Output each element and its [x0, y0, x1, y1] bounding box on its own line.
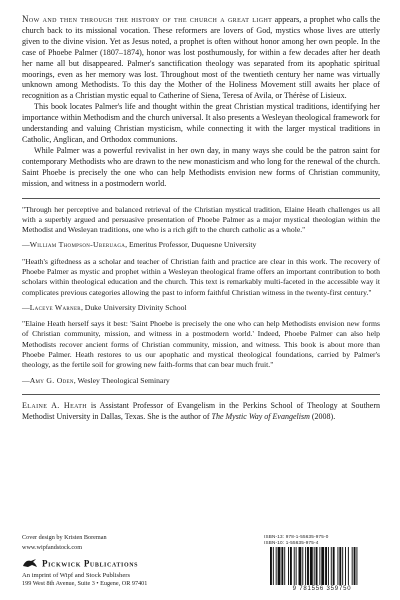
author-bio-text: is Assistant Professor of Evangelism in the Perkins School of Theology at Southern Methodist University in Dallas, Texas. She is the author of	[22, 400, 380, 421]
barcode-icon	[264, 547, 380, 587]
publisher-imprint: An imprint of Wipf and Stock Publishers	[22, 572, 131, 579]
isbn-10: ISBN-10: 1-55635-975-4	[264, 540, 319, 545]
isbn-13: ISBN-13: 978-1-55635-975-0	[264, 534, 329, 539]
author-bio	[22, 401, 380, 423]
intro-section	[22, 14, 380, 190]
endorsement-attribution-3: —Amy G. Oden, Wesley Theological Seminary	[22, 375, 170, 385]
endorsement-quote-1: "Through her perceptive and balanced retrieval of the Christian mystical tradition, Elaine Heath challenges us all with a superbly argued and persuasive presentation of Phoebe Palmer as a major mystical theologian within the Methodist and Wesleyan traditions, one who is a rich gift to the church catholic as a whole."	[22, 204, 380, 235]
endorsement-quote-3: "Elaine Heath herself says it best: 'Saint Phoebe is precisely the one who can help Methodists envision new forms of Christian community, mission, and witness in a postmodern world.' Indeed, Phoebe Palmer can also help Methodists recover ancient forms of Christian community, mission, and witness. This book is about more than Phoebe Palmer. Heath restores to us our apophatic and mystical theological foundations, carried by Palmer's theology, as the fertile soil for growing new faith-forms that can bear much fruit."	[22, 319, 380, 370]
author-name: Elaine A. Heath	[22, 400, 88, 410]
intro-paragraph-2: This book locates Palmer's life and thought within the great Christian mystical traditions, identifying her importance within Methodism and the church universal. It also presents a Wesleyan theological framework for understanding and valuing Christian mysticism, while connecting it with the larger mystical traditions in Catholic, Anglican, and Orthodox communions.	[22, 102, 380, 144]
endorsement-attribution-1: —William Thompson-Uberuaga, Emeritus Professor, Duquesne University	[22, 240, 257, 250]
endorsement-quote-2: "Heath's giftedness as a scholar and teacher of Christian faith and practice are clear in this work. The recovery of Phoebe Palmer as mystic and prophet within a Wesleyan theological frame offers an important contribution to both scholars within theological education and the church. This text is remarkably multi-faceted in the accessible way it complicates previous categories allowing the past to inform faithful Christian witness in the twenty-first century."	[22, 256, 380, 297]
publisher-block	[22, 554, 147, 588]
intro-lead-caps: Now and then through the history of the church a great light	[22, 14, 273, 24]
intro-paragraph-1	[22, 14, 380, 102]
divider-top	[22, 198, 380, 199]
publisher-address: 199 West 8th Avenue, Suite 3 • Eugene, OR 97401	[22, 580, 148, 588]
intro-paragraph-1-text: appears, a prophet who calls the church back to its missional vocation. These reformers are lovers of God, mystics whose lives are utterly given to the divine vision. Yet as Jesus noted, a prophet is often without honor among her own people. In the case of Phoebe Palmer (1807–1874), honor was lost posthumously, for within a few decades after her death her name all but disappeared. Palmer's sanctification theology was separated from its apophatic spiritual moorings, even as her memory was lost. Throughout most of the twentieth century her name was virtually unknown among Methodists. To this day the Mother of the Holiness Movement still awaits her place of recognition as a Christian mystic equal to Catherine of Siena, Teresa of Avila, or Thérèse of Lisieux.	[22, 15, 380, 101]
publisher-name: Pickwick Publications	[42, 558, 139, 569]
author-book-year: (2008).	[309, 411, 336, 421]
endorser-name-3: Amy G. Oden	[29, 375, 74, 385]
pickwick-logo-icon	[22, 558, 38, 568]
isbn-barcode-block	[264, 534, 380, 594]
endorser-role-2: , Duke University Divinity School	[80, 302, 187, 312]
cover-design-credit: Cover design by Kristen Boreman	[22, 534, 107, 541]
endorser-name-2: Laceye Warner	[29, 302, 81, 312]
endorsements	[22, 205, 380, 386]
endorsement-attribution-2: —Laceye Warner, Duke University Divinity School	[22, 302, 187, 312]
endorser-role-3: , Wesley Theological Seminary	[73, 375, 170, 385]
author-book-title: The Mystic Way of Evangelism	[211, 411, 310, 421]
barcode-number: 9 781556 359750	[292, 586, 352, 592]
intro-paragraph-3: While Palmer was a powerful revivalist in her own day, in many ways she could be the patron saint for contemporary Methodists who are drawn to the new monasticism and who long for the renewal of the church. Saint Phoebe is precisely the one who can help Methodists envision new forms of Christian community, mission, and witness in a postmodern world.	[22, 145, 380, 188]
divider-bottom	[22, 394, 380, 395]
footer	[22, 534, 380, 596]
endorser-role-1: , Emeritus Professor, Duquesne University	[125, 240, 257, 250]
endorser-name-1: William Thompson-Uberuaga	[29, 240, 126, 250]
publisher-url[interactable]: www.wipfandstock.com	[22, 544, 83, 551]
